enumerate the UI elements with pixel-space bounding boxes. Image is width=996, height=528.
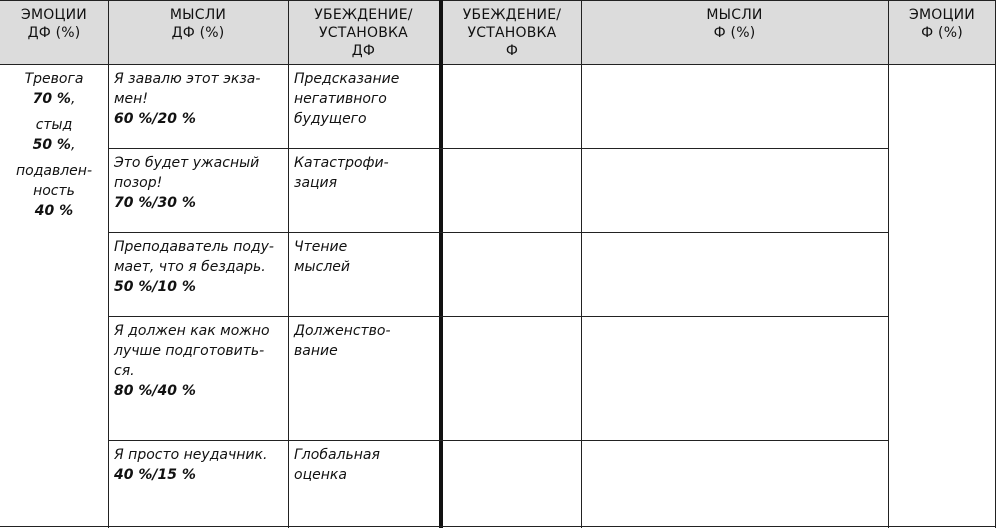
- belief-text-line: Предсказание: [294, 71, 400, 87]
- header-belief-f-line1: УБЕЖДЕНИЕ/: [462, 7, 562, 23]
- grid-divider-thick: [439, 0, 443, 528]
- row-line: [108, 440, 888, 441]
- emotions-df-cell: [0, 69, 108, 221]
- emotion-shame-name: стыд: [35, 117, 73, 133]
- thought-cell: [114, 69, 286, 129]
- grid-line-v: [288, 0, 289, 528]
- thought-cell: [114, 321, 286, 401]
- grid-line-v: [581, 0, 582, 528]
- emotion-shame-value: 50 %: [32, 137, 71, 153]
- emotion-depression-name-line1: подавлен-: [16, 163, 92, 179]
- emotion-depression-name-line2: ность: [33, 183, 75, 199]
- header-thoughts-f-line1: МЫСЛИ: [706, 7, 763, 23]
- header-thoughts-df-line2: ДФ (%): [171, 25, 225, 41]
- belief-cell: [294, 445, 436, 485]
- row-line: [108, 232, 888, 233]
- thought-text-line: Я должен как можно: [114, 323, 270, 339]
- header-thoughts-df: [108, 0, 288, 65]
- header-belief-f-line2: УСТАНОВКА: [467, 25, 557, 41]
- header-thoughts-f: [581, 0, 888, 65]
- thought-text-line: позор!: [114, 175, 163, 191]
- thought-cell: [114, 445, 286, 485]
- thought-text-line: ся.: [114, 363, 135, 379]
- belief-cell: [294, 153, 436, 193]
- emotion-anxiety-sep: ,: [70, 91, 76, 107]
- row-line: [108, 148, 888, 149]
- header-emotions-df-line1: ЭМОЦИИ: [21, 7, 87, 23]
- thought-score: 80 %/40 %: [114, 383, 196, 399]
- thought-text-line: Это будет ужасный: [114, 155, 260, 171]
- thought-text-line: Я просто неудачник.: [114, 447, 268, 463]
- thought-text-line: мен!: [114, 91, 148, 107]
- belief-text-line: мыслей: [294, 259, 350, 275]
- header-emotions-f-line1: ЭМОЦИИ: [909, 7, 975, 23]
- thought-text-line: Преподаватель поду-: [114, 239, 274, 255]
- belief-text-line: негативного: [294, 91, 387, 107]
- header-belief-f: [443, 0, 581, 65]
- header-belief-f-line3: Ф: [505, 43, 519, 59]
- belief-cell: [294, 321, 436, 361]
- thought-text-line: лучше подготовить-: [114, 343, 265, 359]
- belief-text-line: Чтение: [294, 239, 348, 255]
- thought-score: 60 %/20 %: [114, 111, 196, 127]
- belief-text-line: зация: [294, 175, 338, 191]
- header-belief-df-line3: ДФ: [351, 43, 376, 59]
- grid-line-v: [888, 0, 889, 528]
- belief-text-line: Глобальная: [294, 447, 380, 463]
- belief-text-line: будущего: [294, 111, 367, 127]
- belief-text-line: вание: [294, 343, 338, 359]
- thought-text-line: мает, что я бездарь.: [114, 259, 266, 275]
- belief-text-line: оценка: [294, 467, 347, 483]
- grid-line-v: [108, 0, 109, 528]
- emotion-shame-sep: ,: [70, 137, 76, 153]
- row-line: [108, 316, 888, 317]
- emotion-depression: [0, 161, 108, 221]
- emotion-anxiety-name: Тревога: [24, 71, 84, 87]
- emotion-shame: [0, 115, 108, 155]
- thought-score: 40 %/15 %: [114, 467, 196, 483]
- header-belief-df-line1: УБЕЖДЕНИЕ/: [314, 7, 413, 23]
- thought-score: 50 %/10 %: [114, 279, 196, 295]
- emotion-depression-value: 40 %: [34, 203, 74, 219]
- emotion-anxiety-value: 70 %: [32, 91, 71, 107]
- header-emotions-df: [0, 0, 108, 65]
- header-emotions-f-line2: Ф (%): [921, 25, 963, 41]
- header-thoughts-f-line2: Ф (%): [713, 25, 756, 41]
- header-emotions-df-line2: ДФ (%): [27, 25, 81, 41]
- emotion-anxiety: [0, 69, 108, 109]
- belief-text-line: Катастрофи-: [294, 155, 389, 171]
- belief-cell: [294, 69, 436, 129]
- belief-text-line: Долженство-: [294, 323, 391, 339]
- thought-cell: [114, 153, 286, 213]
- header-belief-df-line2: УСТАНОВКА: [319, 25, 408, 41]
- belief-cell: [294, 237, 436, 277]
- header-thoughts-df-line1: МЫСЛИ: [169, 7, 227, 23]
- thought-cell: [114, 237, 286, 297]
- header-emotions-f: [888, 0, 996, 65]
- row-line: [0, 526, 996, 527]
- header-belief-df: [288, 0, 439, 65]
- thought-score: 70 %/30 %: [114, 195, 196, 211]
- thought-text-line: Я завалю этот экза-: [114, 71, 261, 87]
